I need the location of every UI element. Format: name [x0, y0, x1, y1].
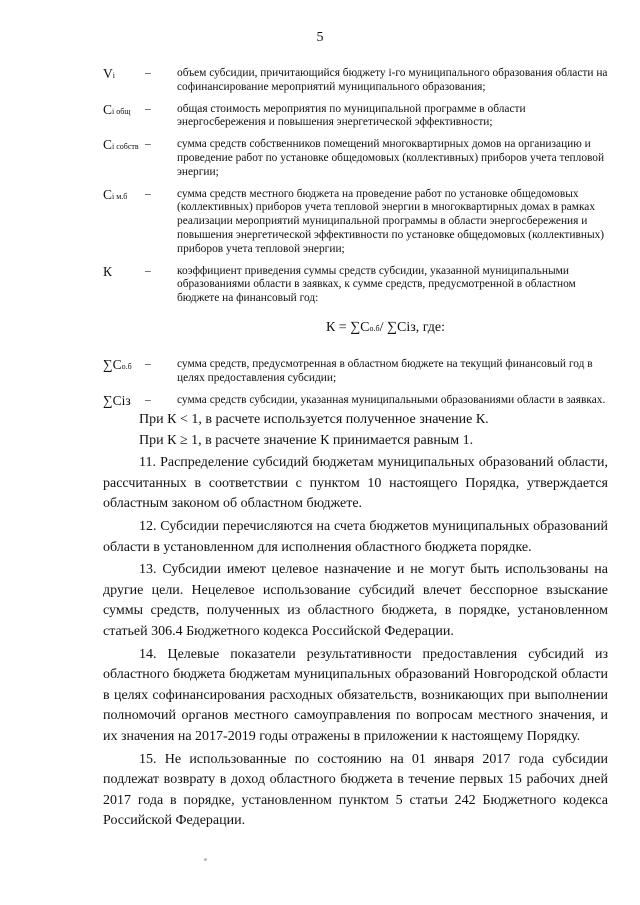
symbol: C — [103, 137, 113, 153]
symbol-subscript: i собств — [112, 142, 139, 152]
paragraph: 14. Целевые показатели результативности предоставления субсидий из областного бюджета бюджетам муниципальных образований Новгородской области в целях софинансирования расходных обязательств, возникающих при выполнении полномочий органов местного самоуправления по вопросам местного значения, и их значения на 2017-2019 годы отражены в приложении к настоящему Порядку. — [103, 646, 608, 744]
formula — [103, 320, 608, 336]
paragraph: 12. Субсидии перечисляются на счета бюджетов муниципальных образований области в установленном для исполнения областного бюджета порядке. — [103, 518, 608, 555]
paragraph: При К < 1, в расчете используется полученное значение К. — [139, 412, 489, 427]
definition-text: сумма средств местного бюджета на проведение работ по установке общедомовых (коллективных) приборов учета тепловой энергии в многоквартирных домах в рамках реализации мероприятий муниципальной программы в области энергосбережения и повышения энергетической эффективности по установке общедомовых (коллективных) приборов учета тепловой энергии; — [177, 187, 605, 255]
definition-ci-local-budget — [103, 188, 608, 257]
dash: – — [145, 67, 151, 79]
formula-part: / ∑Сiз, где: — [379, 319, 446, 335]
definition-text: сумма средств субсидии, указанная муниципальными образованиями области в заявках. — [177, 393, 606, 406]
dash: – — [145, 264, 151, 277]
dash: – — [145, 357, 151, 370]
definition-vi — [103, 67, 608, 95]
symbol: К — [103, 263, 113, 279]
symbol-subscript: о.б — [121, 361, 132, 371]
symbol-subscript: i м.б — [112, 191, 128, 201]
definition-sum-budget — [103, 358, 608, 386]
definitions-block — [103, 67, 608, 415]
definition-text: сумма средств собственников помещений многоквартирных домов на организацию и проведение работ по установке общедомовых (коллективных) приборов учета тепловой энергии; — [177, 138, 605, 178]
definition-text: сумма средств, предусмотренная в областном бюджете на текущий финансовый год в целях предоставления субсидии; — [177, 357, 593, 384]
symbol: ∑С — [103, 356, 122, 372]
definition-k — [103, 265, 608, 306]
paragraph: 11. Распределение субсидий бюджетам муниципальных образований области, рассчитанных в соответствии с пунктом 10 настоящего Порядка, утверждается областным законом об областном бюджете. — [103, 455, 608, 512]
definition-ci-total — [103, 103, 608, 131]
paragraph: При К ≥ 1, в расчете значение К принимается равным 1. — [139, 432, 474, 448]
formula-subscript: о.б — [369, 323, 380, 333]
body-text — [103, 410, 608, 832]
definition-text: коэффициент приведения суммы средств субсидии, указанной муниципальными образованиями области в заявках, к сумме средств, предусмотренной в областном бюджете на финансовый год: — [177, 264, 576, 305]
dash: – — [145, 393, 151, 406]
scan-speck — [204, 858, 207, 861]
symbol-subscript: i — [112, 71, 115, 80]
symbol-subscript: i общ — [112, 106, 131, 116]
paragraph: 15. Не использованные по состоянию на 01 января 2017 года субсидии подлежат возврату в доход областного бюджета в течение первых 15 рабочих дней 2017 года в порядке, установленном пунктом 5 статьи 242 Бюджетного кодекса Российской Федерации. — [103, 751, 608, 829]
definition-ci-owners — [103, 138, 608, 179]
definition-text: объем субсидии, причитающийся бюджету i-го муниципального образования области на софинансирование мероприятий муниципального образования; — [177, 67, 608, 93]
dash: – — [145, 138, 151, 151]
symbol: ∑Сiз — [103, 392, 131, 408]
paragraph: 13. Субсидии имеют целевое назначение и не могут быть использованы на другие цели. Нецелевое использование субсидий влечет бесспорное взыскание суммы средств, полученных из областного бюджета, в порядке, установленном статьей 306.4 Бюджетного кодекса Российской Федерации. — [103, 562, 608, 639]
page-number: 5 — [316, 30, 324, 45]
dash: – — [145, 187, 151, 200]
definition-text: общая стоимость мероприятия по муниципальной программе в области энергосбережения и повышения энергетической эффективности; — [177, 102, 526, 129]
symbol: C — [103, 101, 113, 117]
symbol: C — [103, 186, 113, 202]
symbol: V — [103, 66, 113, 81]
definition-sum-requests — [103, 394, 608, 408]
dash: – — [145, 102, 151, 115]
formula-part: К = ∑С — [325, 319, 370, 335]
